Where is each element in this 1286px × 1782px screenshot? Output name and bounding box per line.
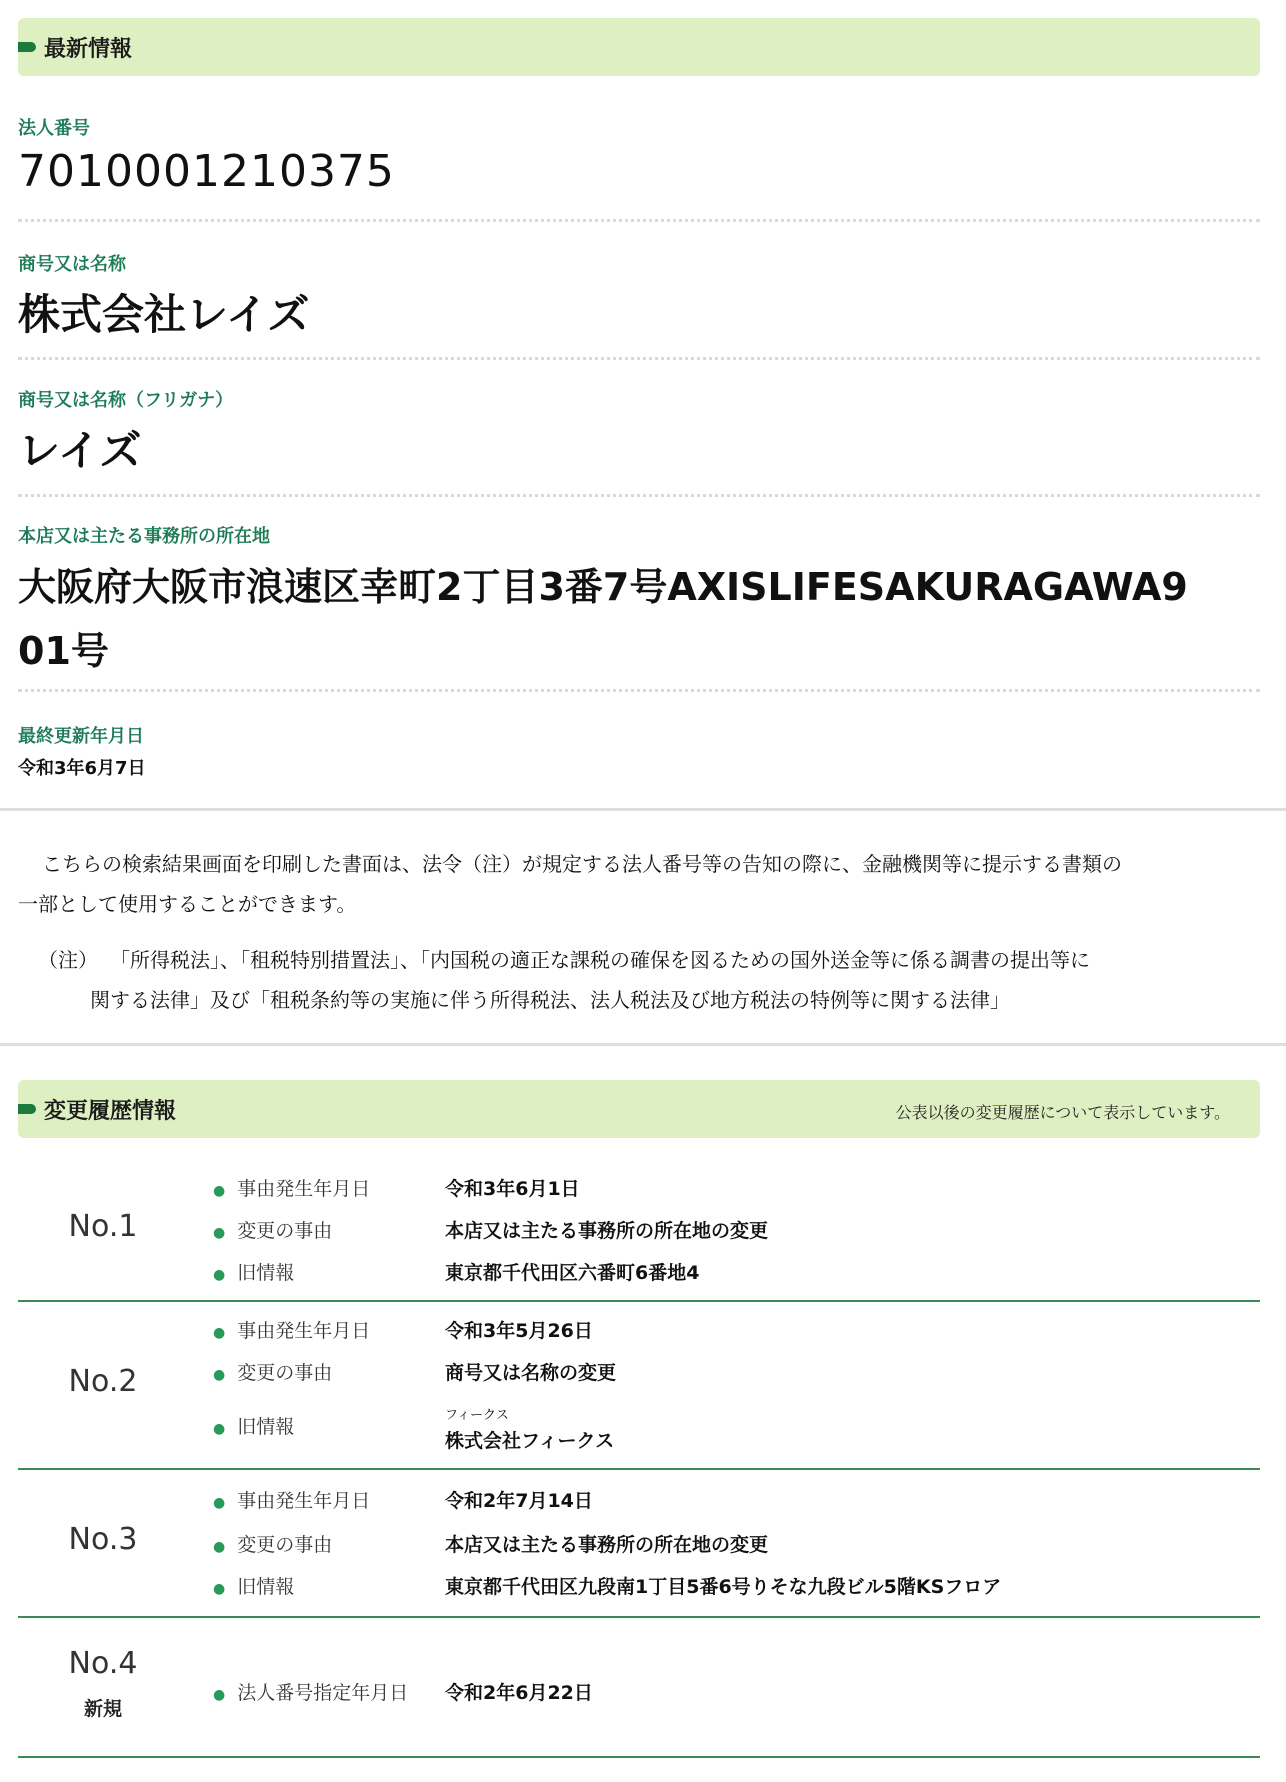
item-label: ● 法人番号指定年月日 — [213, 1682, 409, 1704]
bullet-dot-icon: ● — [213, 1495, 226, 1511]
item-label: ● 事由発生年月日 — [213, 1490, 371, 1512]
entry-new-badge: 新規 — [83, 1698, 122, 1720]
corporate-name: 株式会社レイズ — [18, 290, 310, 339]
entry-number: No.3 — [68, 1522, 138, 1557]
updated-date: 令和3年6月7日 — [18, 758, 146, 779]
corporate-name-furigana: レイズ — [18, 426, 142, 475]
corporate-number-label: 法人番号 — [18, 118, 90, 139]
bullet-dot-icon: ● — [213, 1539, 226, 1555]
item-value: 本店又は主たる事務所の所在地の変更 — [445, 1534, 769, 1556]
section-bullet-icon — [18, 42, 36, 52]
bullet-dot-icon: ● — [213, 1183, 226, 1199]
section-rule — [0, 1043, 1286, 1046]
history-note: 公表以後の変更履歴について表示しています。 — [895, 1103, 1230, 1122]
entry-number: No.2 — [68, 1364, 138, 1399]
address-line-2: 01号 — [18, 629, 109, 673]
bullet-dot-icon: ● — [213, 1267, 226, 1283]
item-label: ● 事由発生年月日 — [213, 1320, 371, 1342]
item-value: 商号又は名称の変更 — [445, 1362, 617, 1384]
corporate-number: 7010001210375 — [18, 146, 395, 197]
divider — [18, 494, 1260, 497]
history-entry — [18, 1470, 1260, 1618]
item-value: 株式会社フィークス — [445, 1430, 615, 1452]
note-line-1: 「所得税法」、「租税特別措置法」、「内国税の適正な課税の確保を図るための国外送金等に係る調書の提出等に — [110, 948, 1090, 972]
item-label: ● 変更の事由 — [213, 1362, 333, 1384]
history-header — [18, 1080, 1260, 1138]
item-label: ● 変更の事由 — [213, 1220, 333, 1242]
item-label: ● 事由発生年月日 — [213, 1178, 371, 1200]
divider — [18, 357, 1260, 360]
entry-number: No.4 — [68, 1646, 138, 1681]
bullet-dot-icon: ● — [213, 1325, 226, 1341]
latest-info-header — [18, 18, 1260, 76]
history-entry — [18, 1302, 1260, 1470]
item-label: ● 旧情報 — [213, 1416, 295, 1438]
bullet-dot-icon: ● — [213, 1581, 226, 1597]
history-entry — [18, 1162, 1260, 1302]
item-value: 令和2年6月22日 — [445, 1682, 593, 1704]
bullet-dot-icon: ● — [213, 1225, 226, 1241]
entry-number: No.1 — [68, 1209, 138, 1244]
item-label: ● 旧情報 — [213, 1576, 295, 1598]
bullet-dot-icon: ● — [213, 1687, 226, 1703]
item-value: 東京都千代田区九段南1丁目5番6号りそな九段ビル5階KSフロア — [445, 1576, 1002, 1598]
divider — [18, 689, 1260, 692]
bullet-dot-icon: ● — [213, 1367, 226, 1383]
item-value: 令和3年6月1日 — [445, 1178, 580, 1200]
section-rule — [0, 808, 1286, 811]
address-label: 本店又は主たる事務所の所在地 — [18, 526, 270, 547]
updated-label: 最終更新年月日 — [18, 726, 144, 747]
notice-line-1: こちらの検索結果画面を印刷した書面は、法令（注）が規定する法人番号等の告知の際に、金融機関等に提示する書類の — [42, 852, 1122, 876]
history-title: 変更履歴情報 — [44, 1099, 177, 1124]
name-label: 商号又は名称 — [18, 254, 126, 275]
divider — [18, 219, 1260, 222]
furigana-label: 商号又は名称（フリガナ） — [18, 390, 234, 411]
notice-line-2: 一部として使用することができます。 — [18, 892, 357, 916]
note-line-2: 関する法律」及び「租税条約等の実施に伴う所得税法、法人税法及び地方税法の特例等に関する法律」 — [90, 988, 1010, 1012]
item-value: 東京都千代田区六番町6番地4 — [445, 1262, 700, 1284]
item-ruby: フィークス — [445, 1408, 509, 1423]
item-label: ● 変更の事由 — [213, 1534, 333, 1556]
item-label: ● 旧情報 — [213, 1262, 295, 1284]
latest-info-title: 最新情報 — [44, 37, 133, 62]
history-entry — [18, 1618, 1260, 1758]
section-bullet-icon — [18, 1104, 36, 1114]
bullet-dot-icon: ● — [213, 1421, 226, 1437]
address-line-1: 大阪府大阪市浪速区幸町2丁目3番7号AXISLIFESAKURAGAWA9 — [18, 565, 1188, 609]
item-value: 本店又は主たる事務所の所在地の変更 — [445, 1220, 769, 1242]
item-value: 令和2年7月14日 — [445, 1490, 593, 1512]
item-value: 令和3年5月26日 — [445, 1320, 593, 1342]
note-mark: （注） — [38, 948, 98, 972]
